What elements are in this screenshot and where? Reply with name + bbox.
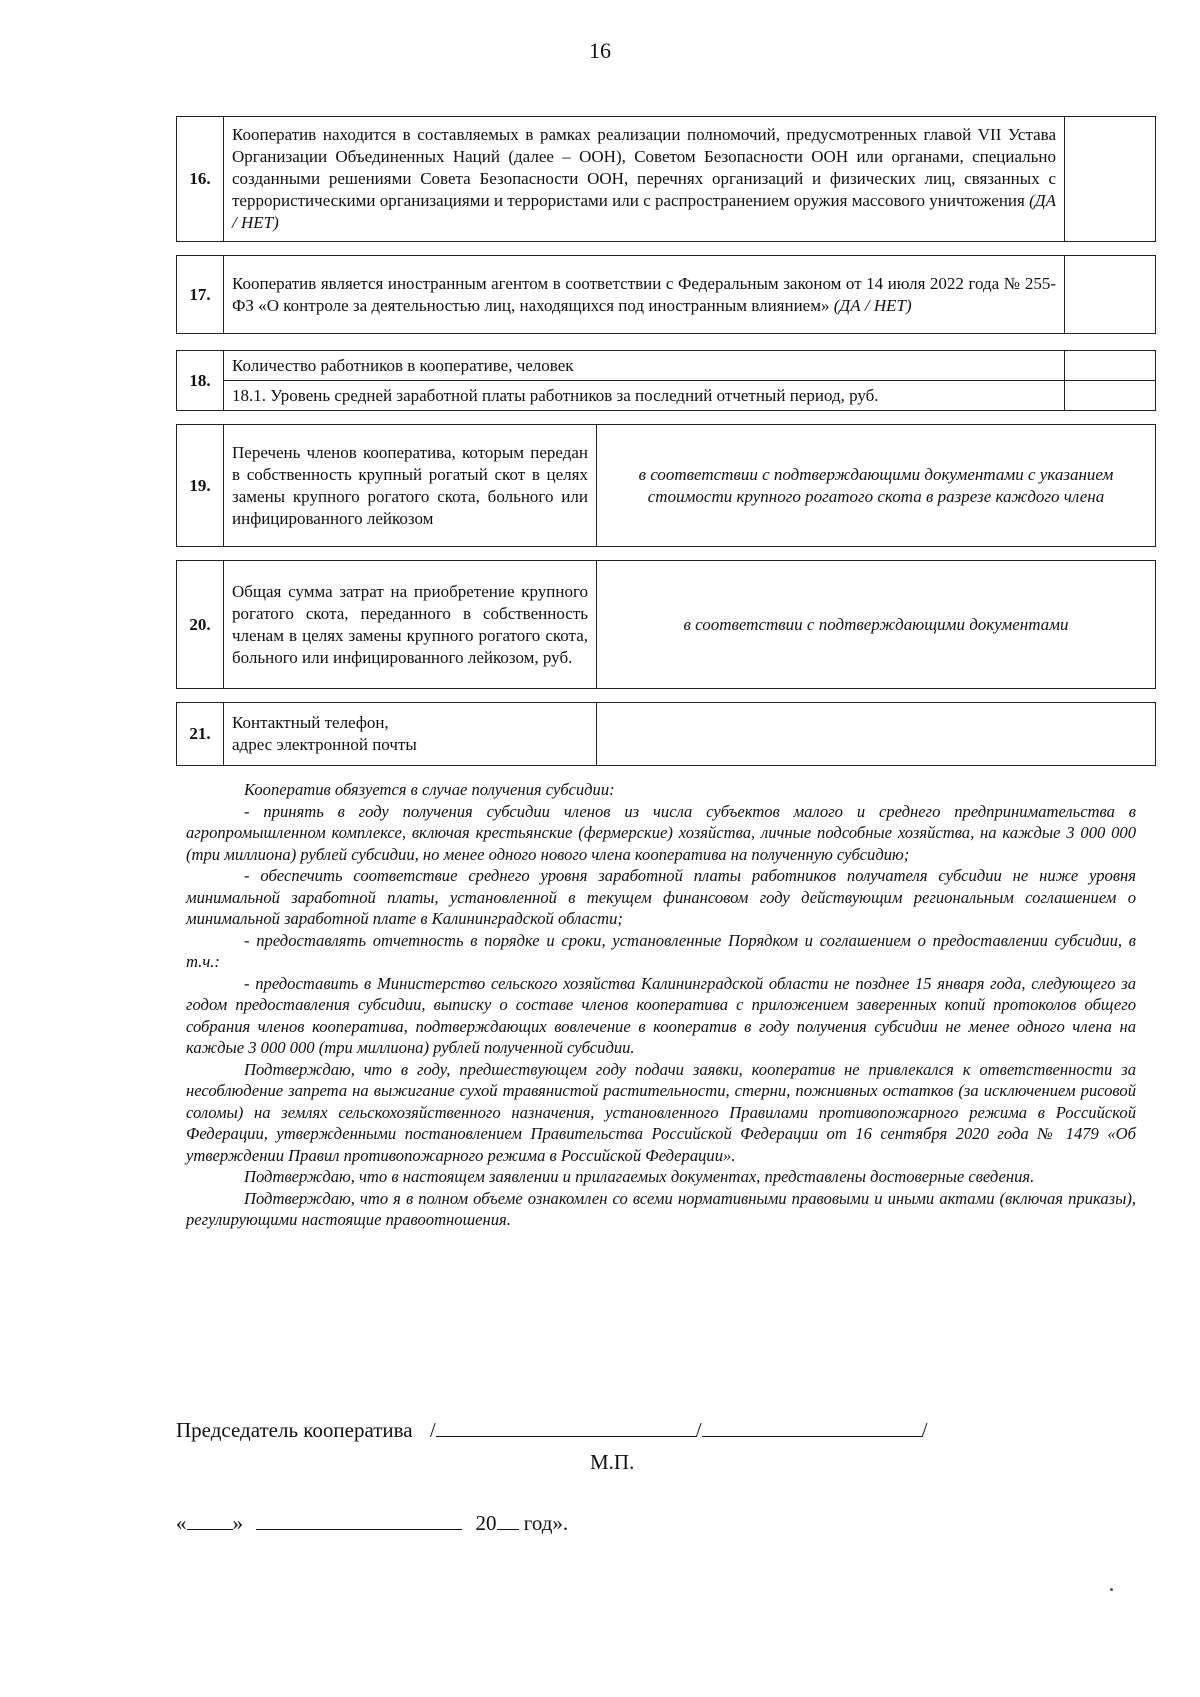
separator: / — [695, 1418, 702, 1442]
quote-close: » — [232, 1511, 243, 1535]
date-line — [176, 1511, 568, 1536]
row-21-text — [224, 703, 597, 766]
row-18-line2: 18.1. Уровень средней заработной платы работников за последний отчетный период, руб. — [224, 381, 1065, 411]
obligations-lead: Кооператив обязуется в случае получения субсидии: — [244, 780, 615, 799]
row-18 — [176, 350, 1156, 411]
answer-cell[interactable] — [1065, 351, 1156, 381]
row-number: 20. — [177, 561, 224, 689]
row-text — [224, 256, 1065, 334]
row-number: 19. — [177, 425, 224, 547]
answer-cell[interactable] — [1065, 256, 1156, 334]
signature-label: Председатель кооператива — [176, 1418, 413, 1442]
row-19-note: в соответствии с подтверждающими документами с указанием стоимости крупного рогатого скота в разрезе каждого члена — [597, 425, 1156, 547]
answer-cell[interactable] — [1065, 117, 1156, 242]
row-16 — [176, 116, 1156, 242]
signature-line — [176, 1418, 927, 1443]
row-21-line2: адрес электронной почты — [232, 735, 417, 754]
confirmation-paragraph: Подтверждаю, что я в полном объеме ознакомлен со всеми нормативными правовыми и иными актами (включая приказы), регулирующими настоящие правоотношения. — [186, 1188, 1136, 1229]
stamp-place: М.П. — [590, 1450, 635, 1474]
row-number: 17. — [177, 256, 224, 334]
obligations-section — [186, 779, 1136, 1231]
year-suffix: год». — [523, 1511, 569, 1535]
separator: / — [429, 1418, 436, 1442]
row-16-text: Кооператив находится в составляемых в рамках реализации полномочий, предусмотренных главой VII Устава Организации Объединенных Наций (далее – ООН), Советом Безопасности ООН или органами, специально созданными решениями Совета Безопасности ООН, перечнях организаций и физических лиц, связанных с террористическими организациями и террористами или с распространением оружия массового уничтожения — [232, 125, 1056, 210]
row-17 — [176, 255, 1156, 334]
obligation-item: - принять в году получения субсидии членов из числа субъектов малого и среднего предпринимательства в агропромышленном комплексе, включая крестьянские (фермерские) хозяйства, личные подсобные хозяйства, на каждые 3 000 000 (три миллиона) рублей субсидии, но менее одного нового члена кооператива на полученную субсидию; — [186, 801, 1136, 864]
page-number: 16 — [589, 38, 611, 63]
row-number: 16. — [177, 117, 224, 242]
year-prefix: 20 — [475, 1511, 497, 1535]
contact-cell[interactable] — [597, 703, 1156, 766]
confirmation-paragraph: Подтверждаю, что в году, предшествующем году подачи заявки, кооператив не привлекался к ответственности за несоблюдение запрета на выжигание сухой травянистой растительности, стерни, пожнивных остатков (за исключением рисовой соломы) на землях сельскохозяйственного назначения, установленного Правилами противопожарного режима в Российской Федерации, утвержденными постановлением Правительства Российской Федерации от 16 сентября 2020 года № 1479 «Об утверждении Правил противопожарного режима в Российской Федерации». — [186, 1059, 1136, 1165]
obligation-item: - предоставлять отчетность в порядке и сроки, установленные Порядком и соглашением о предоставлении субсидии, в т.ч.: — [186, 930, 1136, 971]
row-20 — [176, 560, 1156, 689]
obligation-item: - обеспечить соответствие среднего уровня заработной платы работников получателя субсидии не ниже уровня минимальной заработной платы, установленной в текущем финансовом году действующим региональным соглашением о минимальной заработной плате в Калининградской области; — [186, 866, 1136, 928]
year-field[interactable] — [497, 1511, 519, 1530]
row-20-text: Общая сумма затрат на приобретение крупного рогатого скота, переданного в собственность членам в целях замены крупного рогатого скота, больного или инфицированного лейкозом, руб. — [224, 561, 597, 689]
day-field[interactable] — [187, 1511, 233, 1530]
row-17-text: Кооператив является иностранным агентом в соответствии с Федеральным законом от 14 июля 2022 года № 255-ФЗ «О контроле за деятельностью лиц, находящихся под иностранным влиянием» — [232, 273, 1056, 315]
confirmation-paragraph: Подтверждаю, что в настоящем заявлении и прилагаемых документах, представлены достоверные сведения. — [244, 1167, 1035, 1186]
row-18-line1: Количество работников в кооперативе, человек — [224, 351, 1065, 381]
row-text — [224, 117, 1065, 242]
row-19 — [176, 424, 1156, 547]
yes-no-hint: (ДА / НЕТ) — [232, 191, 1057, 232]
row-21 — [176, 702, 1156, 766]
scan-speck — [1110, 1588, 1113, 1591]
separator: / — [921, 1418, 928, 1442]
row-20-note: в соответствии с подтверждающими документами — [597, 561, 1156, 689]
signature-field[interactable] — [436, 1418, 696, 1437]
month-field[interactable] — [256, 1511, 462, 1530]
row-19-text: Перечень членов кооператива, которым передан в собственность крупный рогатый скот в целях замены крупного рогатого скота, больного или инфицированного лейкозом — [224, 425, 597, 547]
name-field[interactable] — [702, 1418, 922, 1437]
answer-cell[interactable] — [1065, 381, 1156, 411]
row-21-line1: Контактный телефон, — [232, 713, 389, 732]
obligation-item: - предоставить в Министерство сельского хозяйства Калининградской области не позднее 15 января года, следующего за годом предоставления субсидии, выписку о составе членов кооператива с приложением заверенных копий протоколов общего собрания членов кооператива, подтверждающих вовлечение в кооператив в году получения субсидии не менее одного члена на каждые 3 000 000 (три миллиона) рублей полученной субсидии. — [186, 973, 1136, 1057]
yes-no-hint: (ДА / НЕТ) — [833, 295, 912, 315]
row-number: 18. — [177, 351, 224, 411]
row-number: 21. — [177, 703, 224, 766]
quote-open: « — [176, 1511, 187, 1535]
